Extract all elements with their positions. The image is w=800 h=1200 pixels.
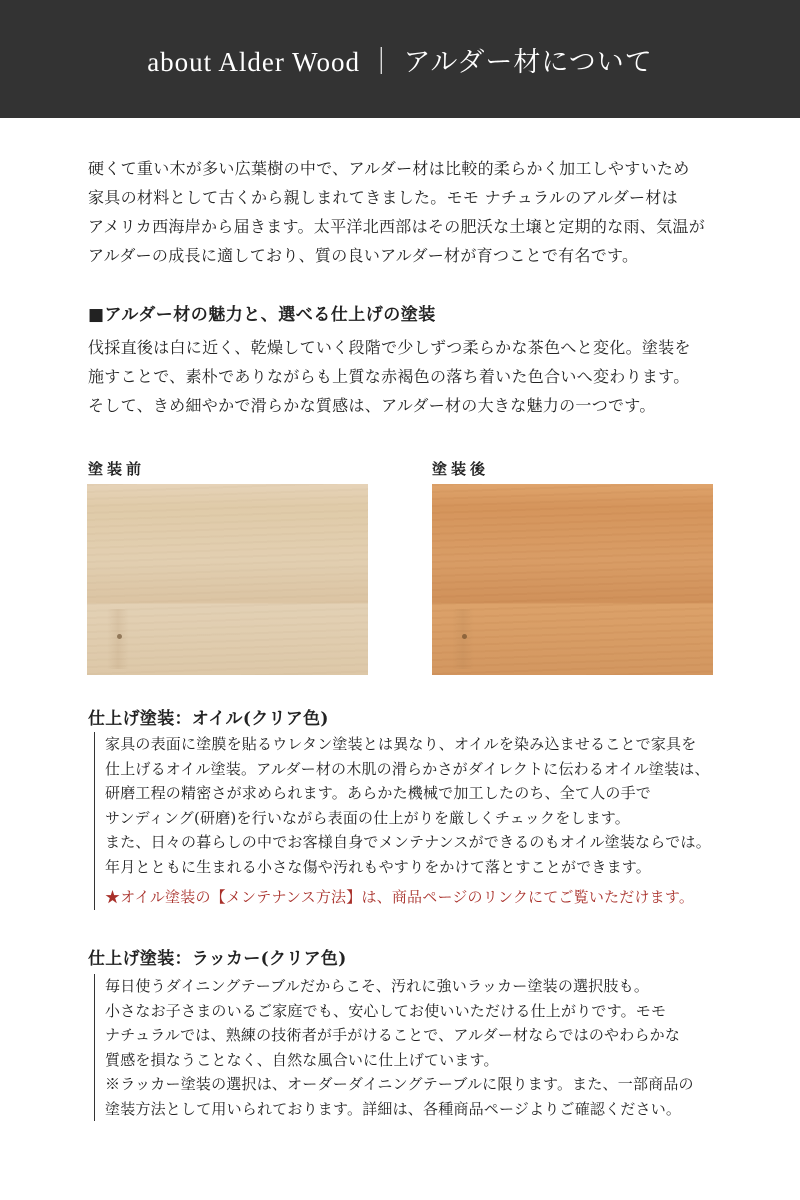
lacquer-line: 小さなお子さまのいるご家庭でも、安心してお使いいただける仕上がりです。モモ <box>105 1001 667 1020</box>
intro-line: アルダーの成長に適しており、質の良いアルダー材が育つことで有名です。 <box>88 246 639 265</box>
wood-grain-streak <box>452 609 474 669</box>
intro-line: 家具の材料として古くから親しまれてきました。モモ ナチュラルのアルダー材は <box>88 188 678 207</box>
charm-line: そして、きめ細やかで滑らかな質感は、アルダー材の大きな魅力の一つです。 <box>88 396 656 415</box>
oil-line: 仕上げるオイル塗装。アルダー材の木肌の滑らかさがダイレクトに伝わるオイル塗装は、 <box>105 759 710 778</box>
lacquer-line: ナチュラルでは、熟練の技術者が手がけることで、アルダー材ならではのやわらかな <box>105 1026 681 1044</box>
lacquer-line: 塗装方法として用いられております。詳細は、各種商品ページよりご確認ください。 <box>105 1099 682 1118</box>
oil-line: 家具の表面に塗膜を貼るウレタン塗装とは異なり、オイルを染み込ませることで家具を <box>105 735 697 753</box>
wood-grain-streak <box>107 609 129 669</box>
lacquer-line: 質感を損なうことなく、自然な風合いに仕上げています。 <box>105 1050 499 1069</box>
lacquer-finish-block <box>94 974 745 1121</box>
wood-after-image <box>432 484 713 675</box>
oil-line: 研磨工程の精密さが求められます。あらかた機械で加工したのち、全て人の手で <box>105 784 652 802</box>
lacquer-line: ※ラッカー塗装の選択は、オーダーダイニングテーブルに限ります。また、一部商品の <box>105 1075 694 1093</box>
oil-line: 年月とともに生まれる小さな傷や汚れもやすりをかけて落とすことができます。 <box>105 857 652 876</box>
oil-line: サンディング(研磨)を行いながら表面の仕上がりを厳しくチェックをします。 <box>105 808 631 827</box>
oil-finish-block <box>94 732 745 910</box>
oil-maintenance-note: ★オイル塗装の【メンテナンス方法】は、商品ページのリンクにてご覧いただけます。 <box>105 888 695 906</box>
wood-knot <box>462 634 467 639</box>
oil-line: また、日々の暮らしの中でお客様自身でメンテナンスができるのもオイル塗装ならでは。 <box>105 833 711 851</box>
charm-section-heading: ■アルダー材の魅力と、選べる仕上げの塗装 <box>88 305 436 325</box>
after-label: 塗装後 <box>432 460 490 478</box>
lacquer-line: 毎日使うダイニングテーブルだからこそ、汚れに強いラッカー塗装の選択肢も。 <box>105 977 650 995</box>
wood-before-image <box>87 484 368 675</box>
before-label: 塗装前 <box>88 460 146 478</box>
page-title: about Alder Wood ｜ アルダー材について <box>147 46 653 77</box>
oil-finish-heading: 仕上げ塗装：オイル(クリア色) <box>88 709 329 729</box>
charm-line: 伐採直後は白に近く、乾燥していく段階で少しずつ柔らかな茶色へと変化。塗装を <box>88 338 691 357</box>
charm-line: 施すことで、素朴でありながらも上質な赤褐色の落ち着いた色合いへ変わります。 <box>88 367 690 386</box>
lacquer-finish-heading: 仕上げ塗装：ラッカー(クリア色) <box>88 949 347 969</box>
wood-knot <box>117 634 122 639</box>
intro-line: 硬くて重い木が多い広葉樹の中で、アルダー材は比較的柔らかく加工しやすいため <box>88 159 690 178</box>
intro-line: アメリカ西海岸から届きます。太平洋北西部はその肥沃な土壌と定期的な雨、気温が <box>88 217 706 236</box>
charm-paragraph <box>88 333 728 420</box>
page-header <box>0 0 800 118</box>
intro-paragraph <box>88 154 728 270</box>
